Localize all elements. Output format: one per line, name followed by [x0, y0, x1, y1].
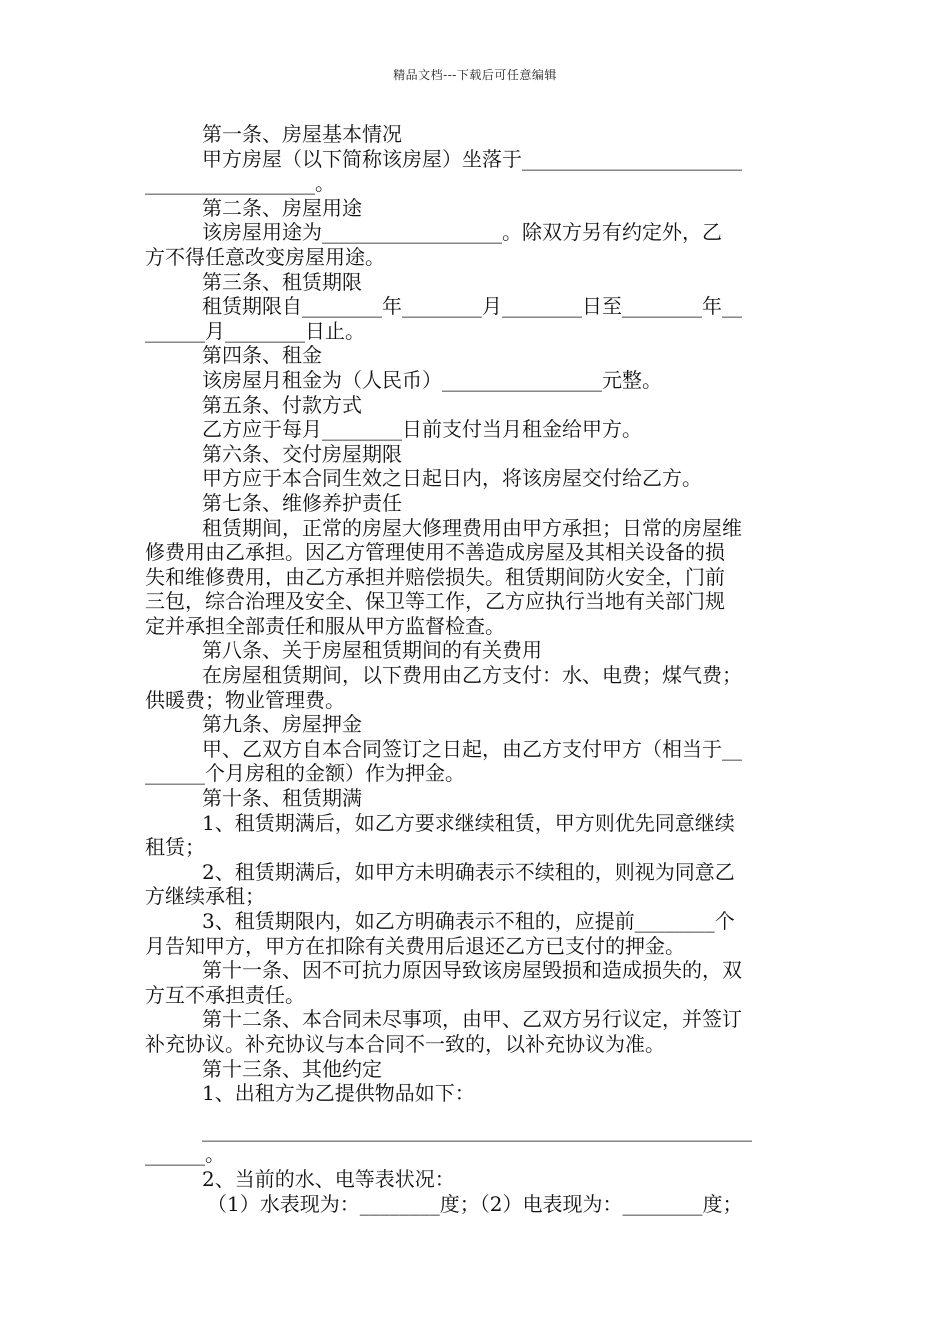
article-5-text: 乙方应于每月________日前支付当月租金给甲方。 [202, 417, 642, 442]
article-12-text-cont: 补充协议。补充协议与本合同不一致的，以补充协议为准。 [145, 1031, 665, 1056]
article-10-item-3: 3、租赁期限内，如乙方明确表示不租的，应提前________个 [202, 909, 735, 933]
article-7-text-cont: 三包，综合治理及安全、保卫等工作，乙方应执行当地有关部门规 [145, 589, 725, 614]
article-3-heading: 第三条、租赁期限 [202, 269, 362, 294]
article-9-text: 甲、乙双方自本合同签订之日起，由乙方支付甲方（相当于__ [202, 736, 742, 761]
article-3-text-cont: ______月________日止。 [145, 318, 365, 343]
article-10-item-3-cont: 月告知甲方，甲方在扣除有关费用后退还乙方已支付的押金。 [145, 933, 685, 958]
article-12-text: 第十二条、本合同未尽事项，由甲、乙双方另行议定，并签订 [202, 1007, 742, 1032]
article-9-text-cont: ______个月房租的金额）作为押金。 [145, 761, 465, 786]
article-13-item-1-blank-cont: ______。 [145, 1142, 225, 1167]
article-4-heading: 第四条、租金 [202, 343, 322, 368]
article-10-item-1-cont: 租赁； [145, 835, 205, 860]
article-1-heading: 第一条、房屋基本情况 [202, 122, 402, 146]
article-6-text: 甲方应于本合同生效之日起日内，将该房屋交付给乙方。 [202, 466, 702, 491]
article-4-text: 该房屋月租金为（人民币）________________元整。 [202, 367, 662, 392]
article-13-item-1: 1、出租方为乙提供物品如下： [202, 1081, 475, 1106]
article-5-heading: 第五条、付款方式 [202, 392, 362, 417]
contract-body [145, 122, 807, 1216]
article-11-text-cont: 方互不承担责任。 [145, 982, 305, 1007]
article-8-text-cont: 供暖费；物业管理费。 [145, 687, 345, 712]
article-10-item-1: 1、租赁期满后，如乙方要求继续租赁，甲方则优先同意继续 [202, 810, 735, 835]
article-10-heading: 第十条、租赁期满 [202, 786, 362, 811]
article-1-text-cont: _________________。 [145, 171, 335, 196]
article-7-text: 租赁期间，正常的房屋大修理费用由甲方承担；日常的房屋维 [202, 515, 742, 540]
article-2-heading: 第二条、房屋用途 [202, 195, 362, 220]
article-13-item-1-blank: _______________________________________________________ [202, 1117, 752, 1142]
article-10-item-2-cont: 方继续承租； [145, 884, 265, 909]
article-7-text-cont: 修费用由乙承担。因乙方管理使用不善造成房屋及其相关设备的损 [145, 540, 725, 565]
article-8-heading: 第八条、关于房屋租赁期间的有关费用 [202, 638, 542, 663]
article-3-text: 租赁期限自________年________月________日至________年__ [202, 294, 742, 319]
article-7-text-cont: 定并承担全部责任和服从甲方监督检查。 [145, 613, 505, 638]
article-1-text: 甲方房屋（以下简称该房屋）坐落于______________________ [202, 146, 742, 171]
article-8-text: 在房屋租赁期间，以下费用由乙方支付：水、电费；煤气费； [202, 663, 742, 688]
article-13-meter-readings: （1）水表现为：________度；（2）电表现为：________度； [207, 1191, 743, 1216]
article-2-text: 该房屋用途为__________________。除双方另有约定外，乙 [202, 220, 722, 245]
article-6-heading: 第六条、交付房屋期限 [202, 441, 402, 466]
article-7-heading: 第七条、维修养护责任 [202, 490, 402, 515]
article-13-item-2: 2、当前的水、电等表状况： [202, 1166, 455, 1191]
article-2-text-cont: 方不得任意改变房屋用途。 [145, 244, 385, 269]
article-9-heading: 第九条、房屋押金 [202, 712, 362, 737]
article-7-text-cont: 失和维修费用，由乙方承担并赔偿损失。租赁期间防火安全，门前 [145, 564, 725, 589]
article-11-text: 第十一条、因不可抗力原因导致该房屋毁损和造成损失的，双 [202, 958, 742, 983]
article-10-item-2: 2、租赁期满后，如甲方未明确表示不续租的，则视为同意乙 [202, 859, 735, 884]
spacer [145, 1106, 807, 1118]
article-13-heading: 第十三条、其他约定 [202, 1056, 382, 1081]
page-header: 精品文档---下载后可任意编辑 [393, 68, 557, 82]
